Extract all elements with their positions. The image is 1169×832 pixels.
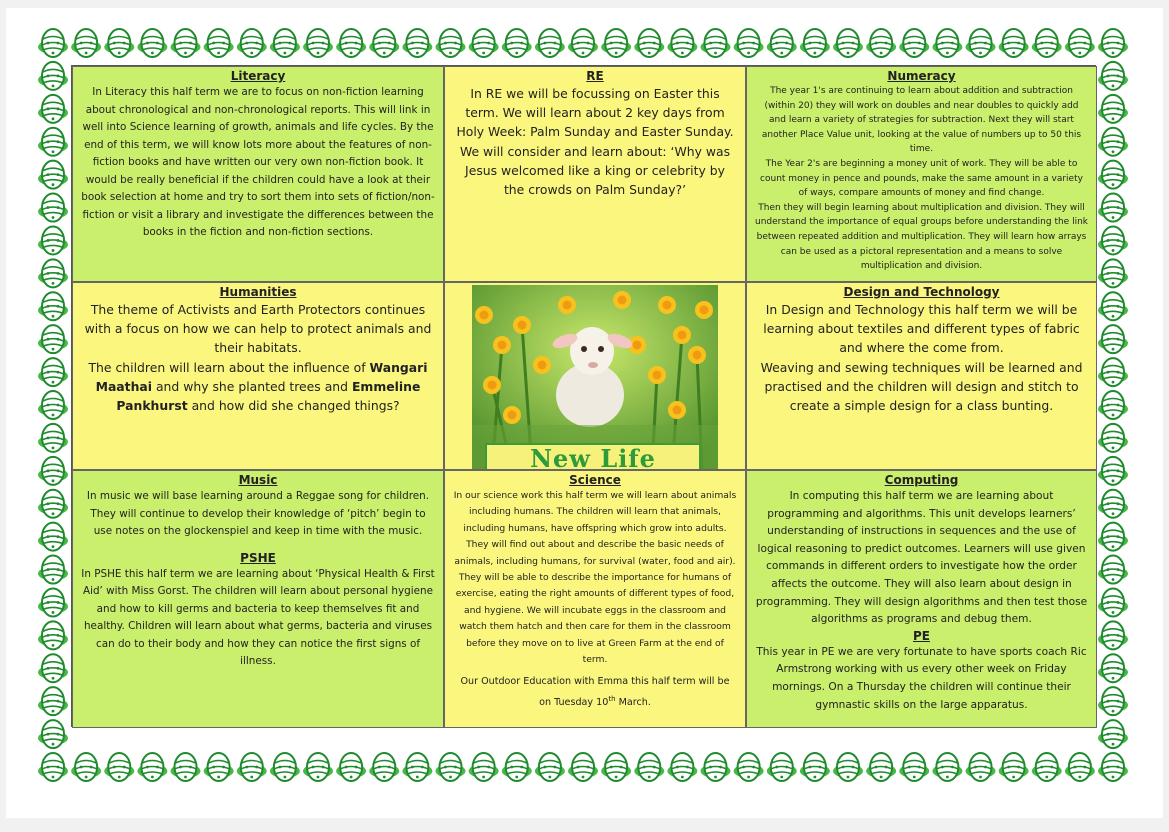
science-title: Science — [569, 473, 621, 487]
numeracy-year2-text: The Year 2's are beginning a money unit of work. They will be able to count money in pence and pounds, make the same amount in a variety of ways, compare amounts of money and find change. — [760, 158, 1083, 199]
numeracy-multiplication-text: Then they will begin learning about multiplication and division. They will understand the importance of equal groups before understanding the link between repeated addition and multiplication. They will learn how arrays can be used as a pictoral representation and a means to solve multiplication and division. — [755, 202, 1088, 272]
literacy-section — [72, 66, 444, 282]
numeracy-year1-text: The year 1's are continuing to learn about addition and subtraction (within 20) they will work on doubles and near doubles to quickly add and learn a variety of strategies for subtraction. Next they will start another Place Value unit, looking at the value of numbers up to 50 this time. — [761, 86, 1082, 155]
re-title: RE — [586, 69, 604, 83]
lamb-daffodils-image — [472, 285, 718, 469]
computing-pe-section — [746, 470, 1097, 728]
numeracy-section — [746, 66, 1097, 282]
science-text: In our science work this half term we will learn about animals including humans. The children will learn that animals, including humans, have offspring which grow into adults. They will find out about and describe the basic needs of animals, including humans, for survival (water, food and air). They will be able to describe the importance for humans of exercise, eating the right amounts of different types of food, and hygiene. We will incubate eggs in the classroom and watch them hatch and then care for them in the classroom before they move on to live at Green Farm at the end of term. — [453, 490, 737, 666]
computing-title: Computing — [884, 473, 959, 487]
literacy-text: In Literacy this half term we are to focus on non-fiction learning about chronological and non-chronological reports. This will link in well into Science learning of growth, animals and life cycles. By the end of this term, we will know lots more about the features of non-fiction books and have written our very own non-fiction book. It would be really beneficial if the children could have a look at their book selection at home and try to sort them into sets of fiction/non-fiction or visit a library and investigate the differences between the books in the fiction and non-fiction sections. — [81, 86, 435, 238]
dt-title: Design and Technology — [843, 285, 1000, 299]
re-text: In RE we will be focussing on Easter this term. We will learn about 2 key days from Holy Week: Palm Sunday and Easter Sunday. We will consider and learn about: ‘Why was Jesus welcomed like a king or celebrity by the crowds on Palm Sunday?’ — [456, 86, 734, 198]
activist-name: Emmeline Pankhurst — [116, 378, 421, 414]
outdoor-education-text: Our Outdoor Education with Emma this half term will be on Tuesday 10th March. — [460, 676, 730, 709]
humanities-title: Humanities — [219, 285, 297, 299]
music-text: In music we will base learning around a Reggae song for children. They will continue to develop their knowledge of ‘pitch’ begin to use notes on the glockenspiel and keep in time with the music. — [86, 490, 430, 537]
dt-weaving-text: Weaving and sewing techniques will be learned and practised and the children will design and stitch to create a simple design for a class bunting. — [760, 359, 1083, 414]
design-technology-section — [746, 282, 1097, 470]
science-section — [444, 470, 746, 728]
humanities-influence-text: The children will learn about the influence of Wangari Maathai and why she planted trees and Emmeline Pankhurst and how did she changed things? — [88, 359, 428, 414]
new-life-caption — [485, 443, 701, 470]
newsletter-grid — [71, 65, 1096, 727]
computing-text: In computing this half term we are learning about programming and algorithms. This unit develops learners’ understanding of instructions in sequences and the use of logical reasoning to predict outcomes. Learners will use given commands in different orders to investigate how the order affects the outcome. They will also learn about design in programming. They will design algorithms and then test those algorithms as programs and debug them. — [755, 490, 1088, 626]
numeracy-title: Numeracy — [887, 69, 956, 83]
humanities-theme-text: The theme of Activists and Earth Protectors continues with a focus on how we can help to protect animals and their habitats. — [84, 302, 432, 356]
re-section — [444, 66, 746, 282]
new-life-image-cell — [444, 282, 746, 470]
activist-name: Wangari Maathai — [95, 359, 428, 394]
pshe-text: In PSHE this half term we are learning about ‘Physical Health & First Aid’ with Miss Gorst. The children will learn about personal hygiene and how to kill germs and bacteria to keep themselves fit and healthy. Children will learn about what germs, bacteria and viruses can do to their body and how they can notice the first signs of illness. — [81, 567, 435, 667]
humanities-section — [72, 282, 444, 470]
music-pshe-section — [72, 470, 444, 728]
literacy-title: Literacy — [230, 69, 286, 83]
music-title: Music — [238, 473, 278, 487]
dt-textiles-text: In Design and Technology this half term we will be learning about textiles and different types of fabric and where the come from. — [763, 302, 1080, 356]
pe-text: This year in PE we are very fortunate to have sports coach Ric Armstrong working with us every other week on Friday mornings. On a Thursday the children will continue their gymnastic skills on the large apparatus. — [756, 645, 1087, 711]
pe-title: PE — [913, 628, 930, 643]
new-life-caption-text: New Life — [530, 444, 656, 470]
pshe-title: PSHE — [240, 550, 276, 565]
